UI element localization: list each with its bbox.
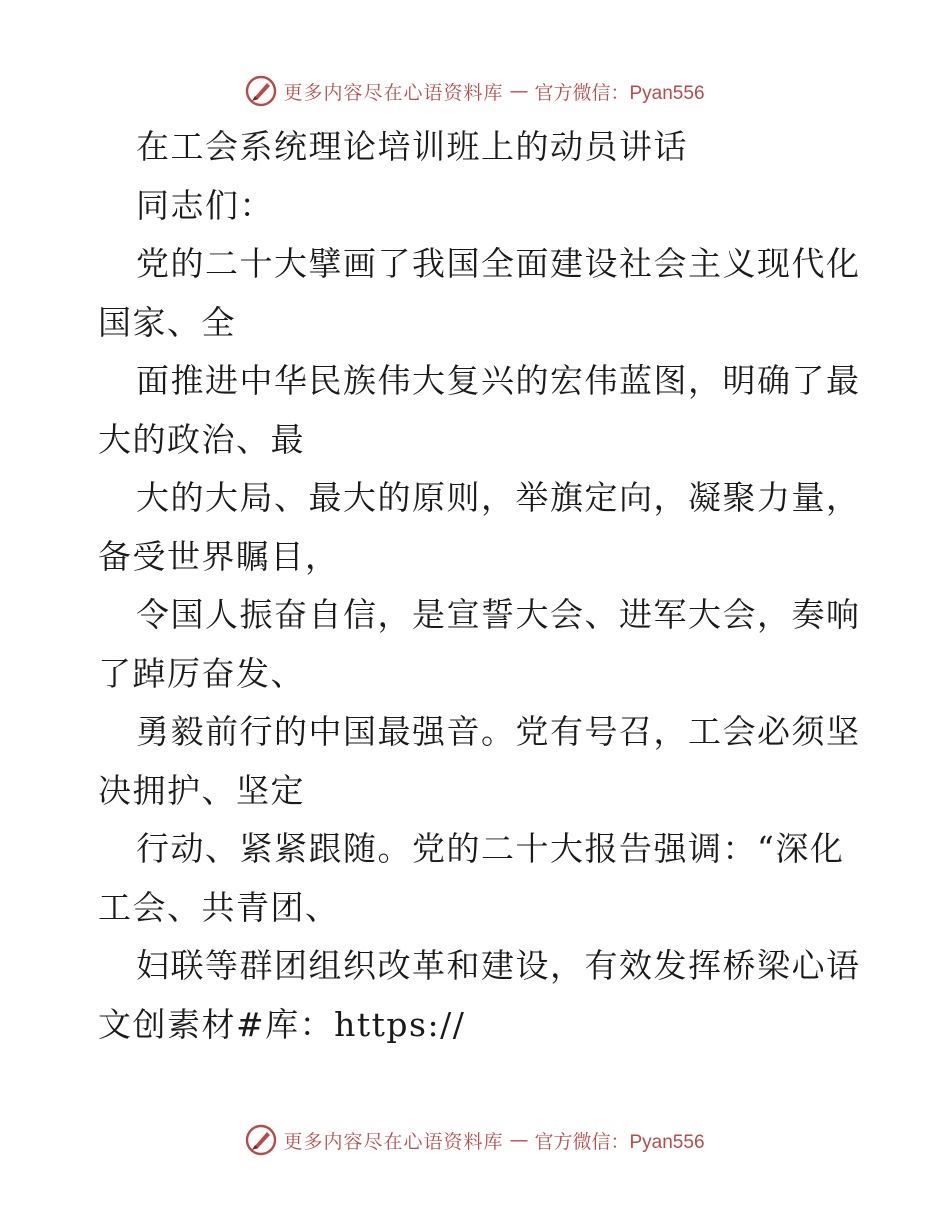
quill-pen-logo-icon: [245, 75, 277, 107]
paragraph-line: 妇联等群团组织改革和建设，有效发挥桥梁心语: [136, 946, 861, 985]
header-watermark: [0, 71, 950, 111]
paragraph-line: 决拥护、坚定: [98, 770, 305, 810]
watermark-text: 更多内容尽在心语资料库: [283, 81, 504, 104]
paragraph-line: 大的政治、最: [98, 419, 305, 459]
paragraph-line: 大的大局、最大的原则，举旗定向，凝聚力量，: [136, 478, 861, 517]
watermark-separator: —: [509, 80, 529, 102]
paragraph-line: 备受世界瞩目，: [98, 536, 340, 576]
watermark-text: 更多内容尽在心语资料库: [283, 1130, 504, 1153]
watermark-separator: —: [509, 1129, 529, 1151]
paragraph-line: 行动、紧紧跟随。党的二十大报告强调：“深化: [136, 829, 845, 868]
paragraph-line: 勇毅前行的中国最强音。党有号召，工会必须坚: [136, 712, 861, 751]
paragraph-line: 了踔厉奋发、: [98, 653, 305, 693]
paragraph-line: 国家、全: [98, 302, 236, 342]
paragraph-line: 工会、共青团、: [98, 887, 340, 927]
document-body: [98, 118, 861, 1054]
paragraph-line: 面推进中华民族伟大复兴的宏伟蓝图，明确了最: [136, 361, 861, 400]
paragraph-line: 党的二十大擘画了我国全面建设社会主义现代化: [136, 244, 861, 283]
document-title: 在工会系统理论培训班上的动员讲话: [136, 127, 688, 166]
watermark-contact: 官方微信：Pyan556: [534, 82, 705, 104]
watermark-contact: 官方微信：Pyan556: [534, 1131, 705, 1153]
paragraph-line: 令国人振奋自信，是宣誓大会、进军大会，奏响: [136, 595, 861, 634]
salutation: 同志们：: [136, 185, 274, 225]
footer-watermark: [0, 1120, 950, 1160]
quill-pen-logo-icon: [245, 1124, 277, 1156]
paragraph-line: 文创素材#库：https://: [98, 1004, 466, 1044]
